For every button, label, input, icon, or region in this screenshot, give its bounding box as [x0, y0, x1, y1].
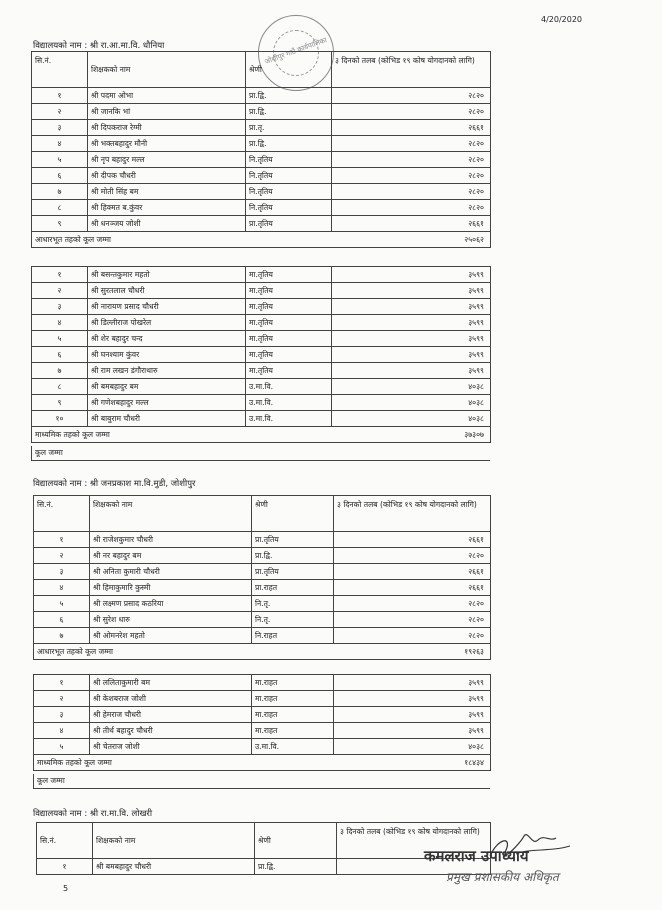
teacher-name-cell: श्री गणेशबहादुर मल्ल: [88, 395, 246, 411]
serial-cell: ७: [34, 628, 90, 644]
level-cell: प्रा.राहत: [252, 580, 334, 596]
serial-cell: २: [32, 283, 88, 299]
level-cell: नि.राहत: [252, 628, 334, 644]
serial-cell: ५: [34, 596, 90, 612]
level-cell: प्रा.द्वि.: [246, 104, 332, 120]
table-row: [32, 200, 491, 216]
table-row: [32, 363, 491, 379]
level-cell: प्रा.द्वि.: [255, 859, 337, 875]
serial-cell: ६: [32, 347, 88, 363]
amount-cell: २८२०: [332, 136, 491, 152]
serial-cell: ८: [32, 200, 88, 216]
stamp-text: जोशीपुर गाउँ कार्यपालिका: [263, 36, 328, 66]
level-cell: मा.राहत: [252, 691, 334, 707]
school2-primary-table: [33, 495, 491, 660]
level-cell: उ.मा.वि.: [246, 379, 332, 395]
level-cell: नि.तृतिय: [246, 184, 332, 200]
amount-cell: ३५९९: [334, 723, 491, 739]
header-name: शिक्षकको नाम: [93, 823, 255, 859]
header-sn: सि.नं.: [32, 52, 88, 88]
teacher-name-cell: श्री पदमा ओभा: [88, 88, 246, 104]
teacher-name-cell: श्री सुरेश धारु: [90, 612, 252, 628]
level-cell: प्रा.तृतिय: [252, 564, 334, 580]
level-cell: नि.तृ.: [252, 596, 334, 612]
total-amount: ३७३०७: [332, 427, 491, 443]
amount-cell: २६६१: [334, 580, 491, 596]
serial-cell: १: [34, 675, 90, 691]
serial-cell: १०: [32, 411, 88, 427]
serial-cell: १: [34, 532, 90, 548]
table-row: [34, 628, 491, 644]
amount-cell: २८२०: [334, 596, 491, 612]
teacher-name-cell: श्री बाबुराम चौधरी: [88, 411, 246, 427]
print-date: 4/20/2020: [541, 15, 583, 24]
table-row: [34, 596, 491, 612]
school3-title: विद्यालयको नाम : श्री रा.मा.वि. लोखरी: [33, 809, 153, 819]
teacher-name-cell: श्री अनिता कुमारी चौधरी: [90, 564, 252, 580]
teacher-name-cell: श्री जानकि भां: [88, 104, 246, 120]
grand-total-label: कूल जम्मा: [31, 446, 490, 461]
teacher-name-cell: श्री ललिताकुमारी बम: [90, 675, 252, 691]
total-label: आधारभूत तहको कूल जम्मा: [32, 232, 246, 248]
table-row: [34, 532, 491, 548]
level-cell: मा.तृतिय: [246, 331, 332, 347]
amount-cell: ३५९९: [334, 707, 491, 723]
teacher-name-cell: श्री सुरतलाल चौधरी: [88, 283, 246, 299]
serial-cell: १: [32, 88, 88, 104]
amount-cell: ३५९९: [334, 675, 491, 691]
amount-cell: २८२०: [334, 612, 491, 628]
serial-cell: ६: [32, 168, 88, 184]
table-row: [34, 739, 491, 755]
table-row: [34, 564, 491, 580]
serial-cell: १: [32, 267, 88, 283]
table-row: [32, 168, 491, 184]
level-cell: मा.तृतिय: [246, 267, 332, 283]
serial-cell: ४: [34, 580, 90, 596]
amount-cell: २८२०: [334, 548, 491, 564]
level-cell: नि.तृतिय: [246, 152, 332, 168]
amount-cell: ४०३८: [332, 395, 491, 411]
table-row: [32, 184, 491, 200]
table-row: [34, 612, 491, 628]
serial-cell: ५: [32, 152, 88, 168]
teacher-name-cell: श्री लक्ष्मण प्रसाद कठरिया: [90, 596, 252, 612]
header-sn: सि.नं.: [37, 823, 93, 859]
table-row: [32, 395, 491, 411]
amount-cell: २८२०: [332, 184, 491, 200]
total-amount: १८४३४: [334, 755, 491, 771]
amount-cell: ३५९९: [332, 363, 491, 379]
level-cell: मा.राहत: [252, 675, 334, 691]
total-label: माध्यमिक तहको कूल जम्मा: [32, 427, 246, 443]
teacher-name-cell: श्री नर बहादुर बम: [90, 548, 252, 564]
serial-cell: २: [34, 691, 90, 707]
table-row: [32, 379, 491, 395]
teacher-name-cell: श्री ओमनरेश महतो: [90, 628, 252, 644]
serial-cell: ५: [32, 331, 88, 347]
serial-cell: ५: [34, 739, 90, 755]
level-cell: मा.तृतिय: [246, 299, 332, 315]
level-cell: नि.तृतिय: [246, 168, 332, 184]
school1-primary-table: [31, 51, 491, 248]
level-cell: उ.मा.वि.: [246, 395, 332, 411]
table-row: [32, 299, 491, 315]
amount-cell: २८२०: [332, 104, 491, 120]
amount-cell: २६६१: [334, 532, 491, 548]
header-name: शिक्षकको नाम: [88, 52, 246, 88]
teacher-name-cell: श्री बमबहादुर बम: [88, 379, 246, 395]
serial-cell: १: [37, 859, 93, 875]
teacher-name-cell: श्री हिमाकुमारि कुस्मी: [90, 580, 252, 596]
school2-title: विद्यालयको नाम : श्री जनप्रकाश मा.वि.मुडी, जोशीपुर: [33, 479, 196, 489]
header-level: श्रेणी: [255, 823, 337, 859]
level-cell: मा.तृतिय: [246, 363, 332, 379]
level-cell: प्रा.द्वि.: [246, 136, 332, 152]
amount-cell: ४०३८: [334, 739, 491, 755]
table-row: [34, 548, 491, 564]
table-row: [32, 283, 491, 299]
amount-cell: ३५९९: [334, 691, 491, 707]
level-cell: प्रा.द्वि.: [246, 88, 332, 104]
serial-cell: ४: [34, 723, 90, 739]
header-sn: सि.नं.: [34, 496, 90, 532]
amount-cell: २६६१: [332, 120, 491, 136]
teacher-name-cell: श्री धनञ्जय जोशी: [88, 216, 246, 232]
teacher-name-cell: श्री हेमराज चौधरी: [90, 707, 252, 723]
header-level: श्रेणी: [252, 496, 334, 532]
header-amount: ३ दिनको तलब (कोभिड १९ कोष योगदानको लागि): [337, 823, 491, 859]
table-row: [32, 88, 491, 104]
level-cell: नि.तृ.: [252, 612, 334, 628]
total-amount: १९२६३: [334, 644, 491, 660]
school1-secondary-table: [31, 266, 491, 443]
level-cell: उ.मा.वि.: [246, 411, 332, 427]
teacher-name-cell: श्री शेर बहादुर चन्द: [88, 331, 246, 347]
teacher-name-cell: श्री घनश्याम कुंवर: [88, 347, 246, 363]
teacher-name-cell: श्री केशबराज जोशी: [90, 691, 252, 707]
serial-cell: ६: [34, 612, 90, 628]
table-row: [34, 707, 491, 723]
teacher-name-cell: श्री बमबहादुर चौधरी: [93, 859, 255, 875]
table-row: [32, 136, 491, 152]
teacher-name-cell: श्री भक्तबहादुर मौनी: [88, 136, 246, 152]
teacher-name-cell: श्री राजेशकुमार चौधरी: [90, 532, 252, 548]
table-row: [32, 267, 491, 283]
teacher-name-cell: श्री दीपक चौधरी: [88, 168, 246, 184]
amount-cell: २८२०: [332, 88, 491, 104]
header-level: श्रेणी: [246, 52, 332, 88]
level-cell: मा.तृतिय: [246, 283, 332, 299]
header-name: शिक्षकको नाम: [90, 496, 252, 532]
total-row: [32, 427, 491, 443]
table-row: [34, 723, 491, 739]
table-row: [32, 120, 491, 136]
table-row: [34, 691, 491, 707]
total-label: आधारभूत तहको कूल जम्मा: [34, 644, 252, 660]
school1-title: विद्यालयको नाम : श्री रा.आ.मा.वि. धौनिया: [33, 41, 165, 51]
amount-cell: ३५९९: [332, 331, 491, 347]
teacher-name-cell: श्री नृप बहादुर मल्ल: [88, 152, 246, 168]
amount-cell: ३५९९: [332, 315, 491, 331]
teacher-name-cell: श्री डिल्लीराज पोखरेल: [88, 315, 246, 331]
level-cell: मा.तृतिय: [246, 315, 332, 331]
level-cell: मा.तृतिय: [246, 347, 332, 363]
amount-cell: २८२०: [332, 200, 491, 216]
table-row: [32, 216, 491, 232]
amount-cell: ४०३८: [332, 379, 491, 395]
total-row: [34, 644, 491, 660]
amount-cell: २८२०: [332, 152, 491, 168]
amount-cell: ४०३८: [332, 411, 491, 427]
amount-cell: २८२०: [334, 628, 491, 644]
amount-cell: २६६१: [332, 216, 491, 232]
serial-cell: ३: [32, 299, 88, 315]
total-label: माध्यमिक तहको कूल जम्मा: [34, 755, 252, 771]
signatory-title: प्रमुख प्रशासकीय अधिकृत: [446, 870, 559, 884]
teacher-name-cell: श्री दिपकराज रेग्मी: [88, 120, 246, 136]
table-row: [32, 331, 491, 347]
level-cell: मा.राहत: [252, 723, 334, 739]
table-row: [32, 104, 491, 120]
amount-cell: ३५९९: [332, 267, 491, 283]
level-cell: प्रा.द्वि.: [252, 548, 334, 564]
teacher-name-cell: श्री मोती सिंह बम: [88, 184, 246, 200]
total-row: [32, 232, 491, 248]
level-cell: मा.राहत: [252, 707, 334, 723]
teacher-name-cell: श्री नारायण प्रसाद चौधरी: [88, 299, 246, 315]
signatory-name: कमलराज उपाध्याय: [424, 847, 529, 865]
serial-cell: ७: [32, 363, 88, 379]
page-number: 5: [63, 884, 69, 893]
amount-cell: ३५९९: [332, 283, 491, 299]
serial-cell: ३: [32, 120, 88, 136]
serial-cell: ४: [32, 315, 88, 331]
table-header: [32, 52, 491, 88]
table-header: [34, 496, 491, 532]
serial-cell: ८: [32, 379, 88, 395]
level-cell: प्रा.तृतिय: [252, 532, 334, 548]
table-row: [32, 315, 491, 331]
total-amount: २५०६२: [332, 232, 491, 248]
header-amount: ३ दिनको तलब (कोभिड १९ कोष योगदानको लागि): [334, 496, 491, 532]
serial-cell: ९: [32, 216, 88, 232]
level-cell: प्रा.तृतिय: [246, 216, 332, 232]
table-row: [32, 152, 491, 168]
table-row: [32, 347, 491, 363]
table-row: [34, 675, 491, 691]
school2-secondary-table: [33, 674, 491, 771]
teacher-name-cell: श्री राम लखन डंगौराथारु: [88, 363, 246, 379]
teacher-name-cell: श्री हिक्मत ब.कुंवर: [88, 200, 246, 216]
level-cell: प्रा.तृ.: [246, 120, 332, 136]
level-cell: नि.तृतिय: [246, 200, 332, 216]
level-cell: उ.मा.वि.: [252, 739, 334, 755]
serial-cell: ७: [32, 184, 88, 200]
serial-cell: ३: [34, 564, 90, 580]
teacher-name-cell: श्री बसन्तकुमार महतो: [88, 267, 246, 283]
total-row: [34, 755, 491, 771]
amount-cell: ३५९९: [332, 299, 491, 315]
serial-cell: ४: [32, 136, 88, 152]
amount-cell: २६६१: [334, 564, 491, 580]
amount-cell: ३५९९: [332, 347, 491, 363]
serial-cell: ९: [32, 395, 88, 411]
serial-cell: ३: [34, 707, 90, 723]
amount-cell: २८२०: [332, 168, 491, 184]
grand-total-label: कूल जम्मा: [33, 774, 490, 789]
table-row: [34, 580, 491, 596]
teacher-name-cell: श्री चेतराज जोशी: [90, 739, 252, 755]
serial-cell: २: [32, 104, 88, 120]
table-row: [32, 411, 491, 427]
teacher-name-cell: श्री तीर्थ बहादुर चौधरी: [90, 723, 252, 739]
header-amount: ३ दिनको तलब (कोभिड १९ कोष योगदानको लागि): [332, 52, 491, 88]
serial-cell: २: [34, 548, 90, 564]
